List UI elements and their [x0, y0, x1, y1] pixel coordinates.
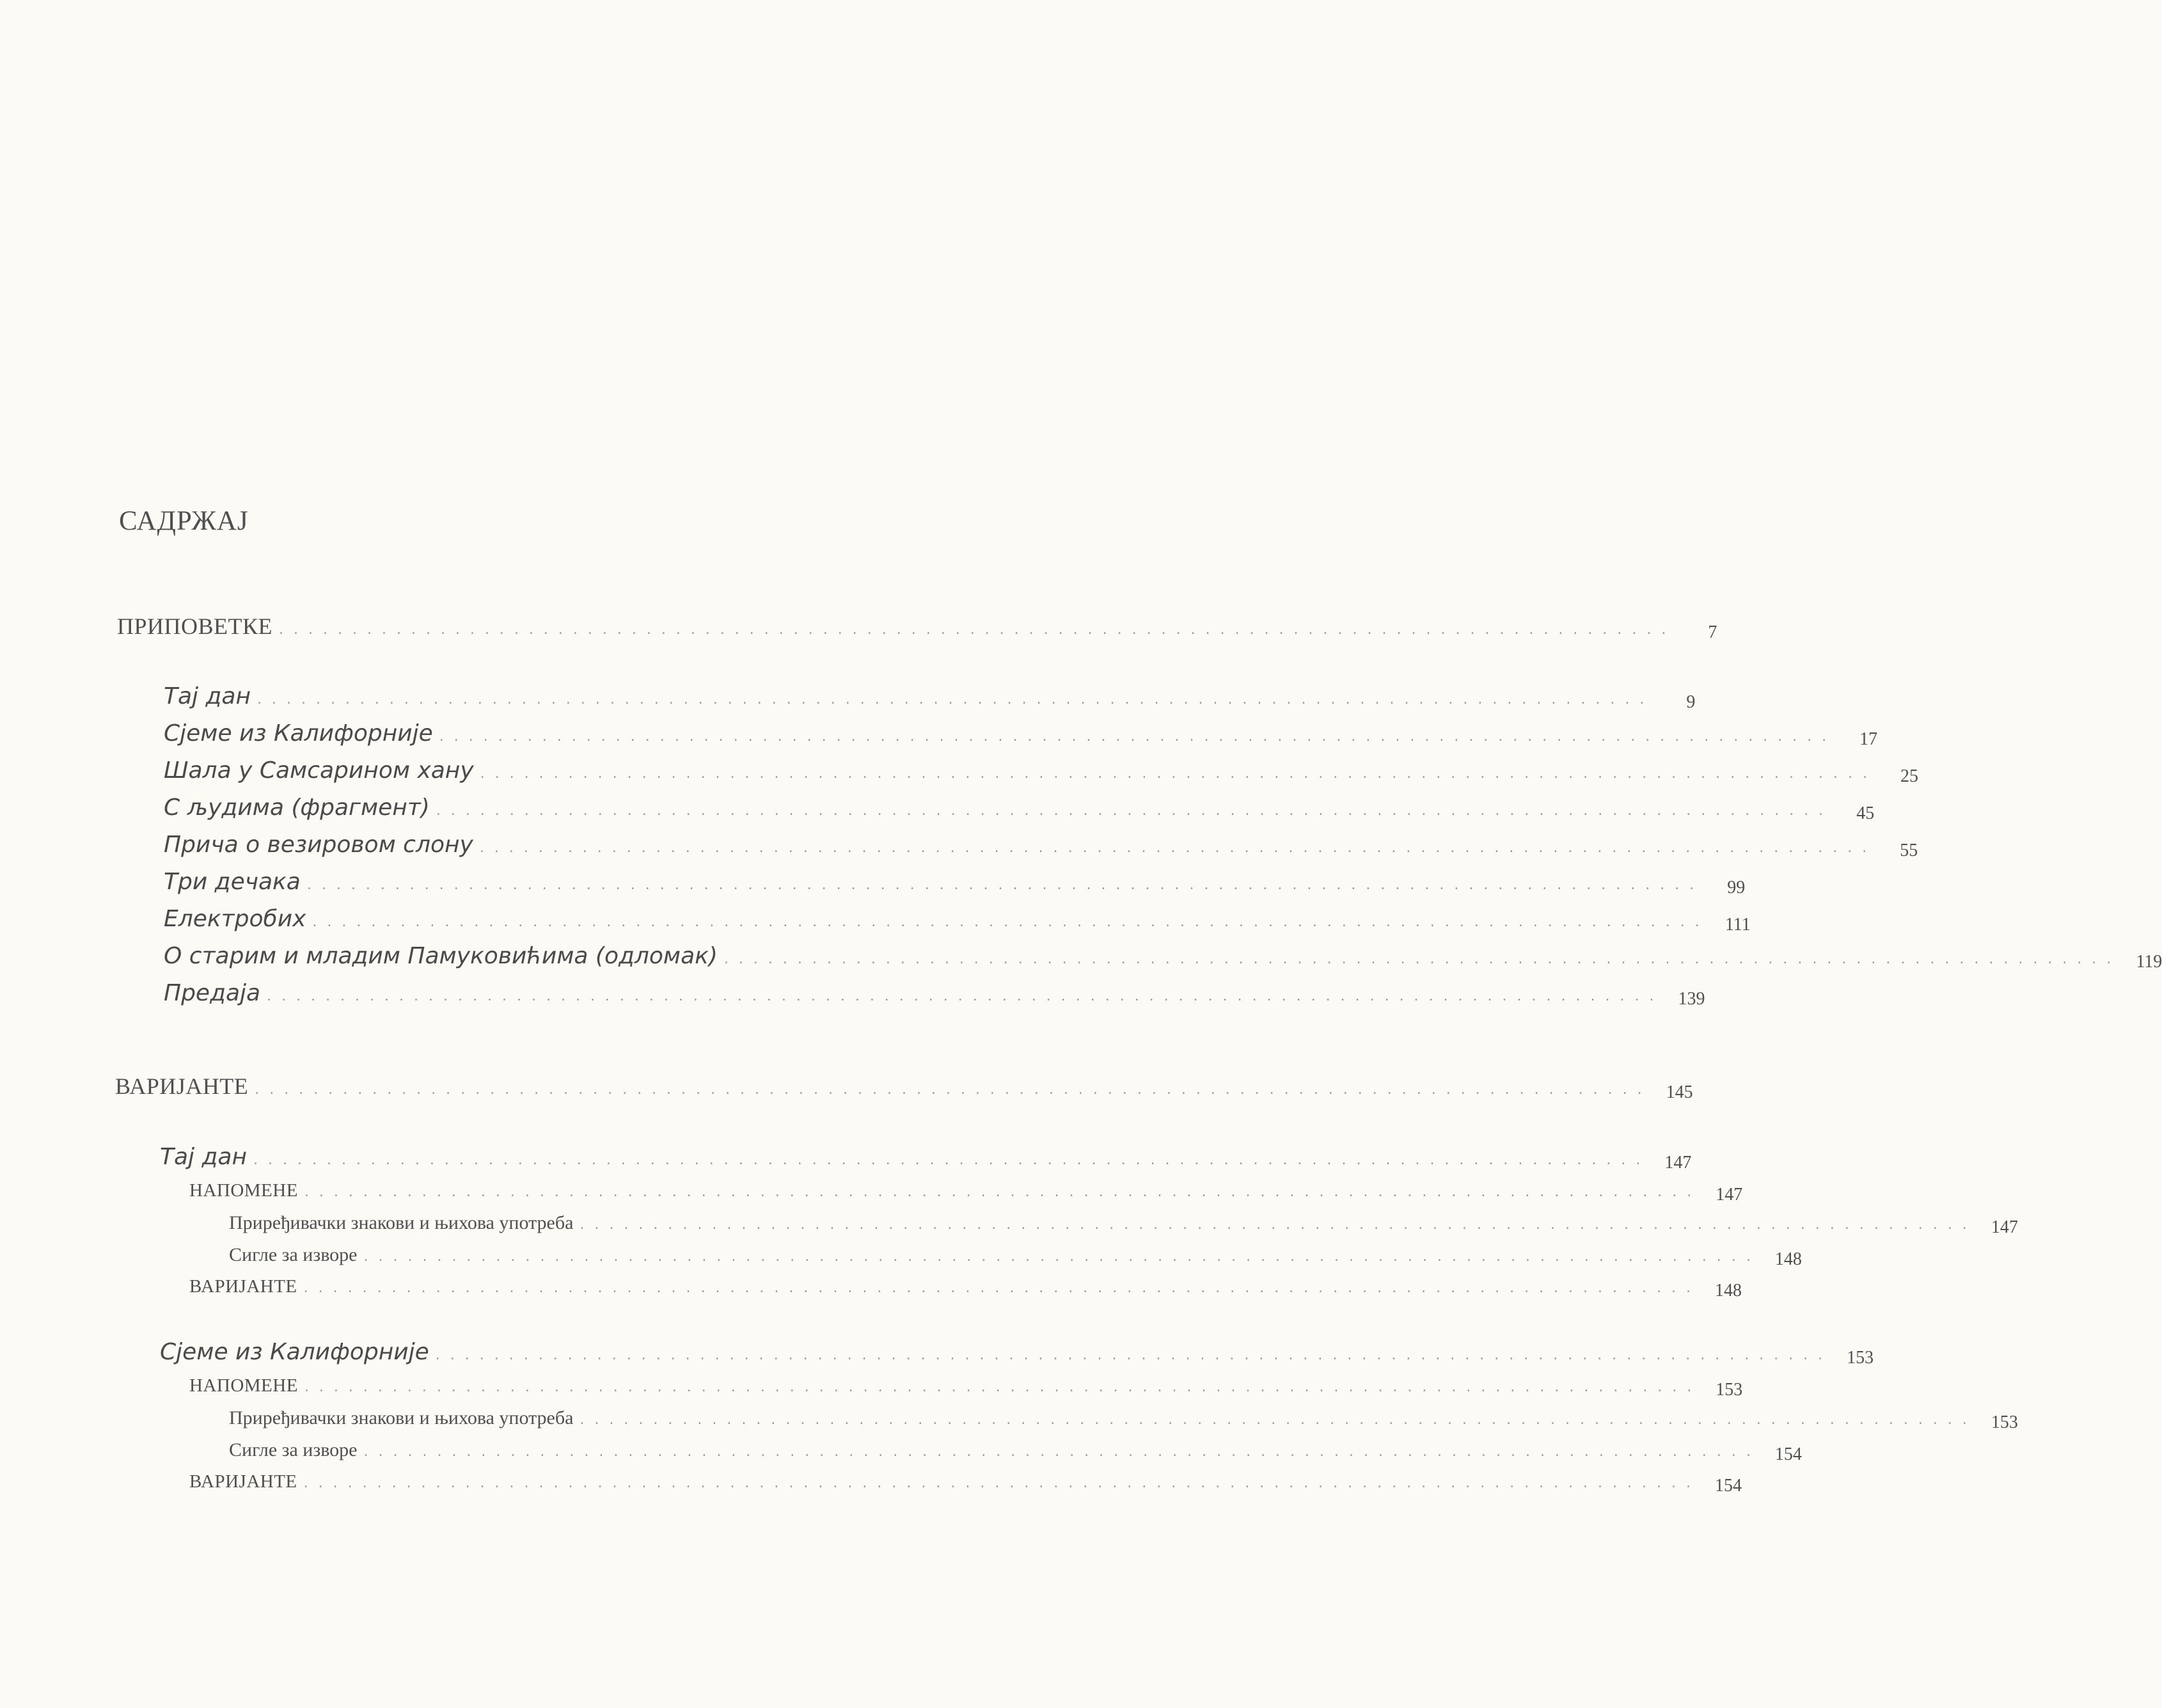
toc-entry-label: ПРИПОВЕТКЕ	[117, 613, 273, 639]
dot-leader: ...............................................................................................	[256, 692, 1655, 708]
dot-leader: ...............................................................................................	[723, 951, 2122, 967]
toc-entry-sigle[interactable]	[229, 1244, 1802, 1269]
toc-page-number: 147	[1664, 1153, 1692, 1173]
toc-entry-shala[interactable]	[164, 757, 1919, 786]
dot-leader: ...............................................................................................	[303, 1280, 1701, 1296]
toc-page-number: 148	[1774, 1249, 1802, 1269]
dot-leader: ...............................................................................................	[480, 766, 1878, 782]
toc-page-number: 111	[1724, 915, 1751, 935]
toc-page-number: 99	[1727, 878, 1746, 897]
toc-entry-napomene-2[interactable]	[189, 1375, 1743, 1400]
toc-page-number: 45	[1856, 803, 1875, 823]
toc-entry-label: Шала у Самсарином хану	[164, 757, 474, 784]
toc-entry-label: Приређивачки знакови и њихова употреба	[229, 1212, 574, 1233]
dot-leader: ...............................................................................................	[303, 1475, 1701, 1491]
toc-entry-label: Тај дан	[160, 1144, 247, 1170]
toc-entry-znakovi-2[interactable]	[229, 1407, 2018, 1432]
dot-leader: ...............................................................................................	[279, 622, 1677, 638]
dot-leader: ...............................................................................................	[436, 803, 1834, 819]
dot-leader: ...............................................................................................	[439, 729, 1837, 745]
toc-entry-label: Електробих	[164, 906, 306, 932]
toc-entry-sigle-2[interactable]	[229, 1439, 1802, 1464]
dot-leader: ...............................................................................................	[479, 840, 1877, 856]
toc-page-number: 154	[1774, 1444, 1802, 1464]
toc-entry-label: ВАРИЈАНТЕ	[189, 1471, 297, 1492]
toc-entry-label: Сигле за изворе	[229, 1244, 358, 1265]
dot-leader: ...............................................................................................	[580, 1412, 1977, 1428]
toc-page-number: 153	[1991, 1412, 2018, 1432]
toc-page-number: 148	[1715, 1281, 1742, 1301]
toc-entry-predaja[interactable]	[164, 980, 1705, 1009]
dot-leader: ...............................................................................................	[312, 914, 1710, 930]
page-title: САДРЖАЈ	[119, 506, 249, 536]
toc-entry-label: Прича о везировом слону	[164, 832, 473, 858]
dot-leader: ...............................................................................................	[304, 1379, 1702, 1395]
toc-entry-label: Тај дан	[164, 683, 251, 709]
toc-page-number: 7	[1708, 622, 1717, 642]
toc-page-number: 154	[1715, 1476, 1742, 1496]
toc-page-number: 139	[1678, 989, 1705, 1009]
toc-page-number: 25	[1900, 766, 1919, 786]
toc-entry-znakovi[interactable]	[229, 1212, 2018, 1237]
dot-leader: ...............................................................................................	[304, 1184, 1702, 1200]
toc-entry-varijante-sub-2[interactable]	[189, 1471, 1742, 1496]
toc-page-number: 17	[1859, 729, 1878, 749]
dot-leader: ...............................................................................................	[267, 988, 1664, 1004]
toc-page-number: 145	[1666, 1082, 1693, 1102]
dot-leader: ...............................................................................................	[255, 1082, 1652, 1098]
toc-entry-label: Сјеме из Калифорније	[164, 720, 433, 747]
dot-leader: ...............................................................................................	[363, 1249, 1761, 1265]
toc-page-number: 147	[1991, 1217, 2018, 1237]
toc-entry-label: С људима (фрагмент)	[164, 795, 430, 821]
dot-leader: ...............................................................................................	[580, 1217, 1977, 1233]
toc-entry-prica[interactable]	[164, 832, 1918, 860]
toc-entry-napomene[interactable]	[189, 1180, 1743, 1205]
toc-page-number: 9	[1686, 692, 1696, 712]
dot-leader: ...............................................................................................	[435, 1347, 1833, 1363]
toc-page-number: 153	[1847, 1348, 1874, 1368]
toc-page-number: 147	[1716, 1185, 1743, 1205]
toc-page-number: 119	[2136, 952, 2162, 972]
dot-leader: ...............................................................................................	[253, 1152, 1651, 1168]
toc-entry-s-ljudima[interactable]	[164, 795, 1875, 823]
toc-entry-label: ВАРИЈАНТЕ	[115, 1073, 249, 1099]
toc-entry-label: Приређивачки знакови и њихова употреба	[229, 1407, 574, 1428]
toc-entry-var-sjeme[interactable]	[160, 1339, 1874, 1368]
toc-entry-label: О старим и младим Памуковићима (одломак)	[164, 943, 718, 969]
toc-entry-taj-dan[interactable]	[164, 683, 1696, 712]
toc-section-varijante[interactable]	[115, 1073, 1693, 1102]
dot-leader: ...............................................................................................	[363, 1444, 1761, 1460]
dot-leader: ...............................................................................................	[306, 877, 1705, 893]
toc-entry-pamukovici[interactable]	[164, 943, 2162, 972]
toc-page-number: 153	[1716, 1380, 1743, 1400]
toc-entry-var-taj-dan[interactable]	[160, 1144, 1692, 1173]
toc-entry-label: НАПОМЕНЕ	[189, 1180, 298, 1201]
toc-entry-elektrobih[interactable]	[164, 906, 1751, 935]
toc-entry-varijante-sub[interactable]	[189, 1276, 1742, 1301]
toc-entry-label: Сигле за изворе	[229, 1439, 358, 1460]
toc-page-number: 55	[1900, 841, 1918, 860]
toc-entry-tri-decaka[interactable]	[164, 869, 1746, 897]
toc-entry-label: Три дечака	[164, 869, 301, 895]
toc-entry-sjeme[interactable]	[164, 720, 1878, 749]
toc-entry-label: ВАРИЈАНТЕ	[189, 1276, 297, 1297]
toc-entry-label: Сјеме из Калифорније	[160, 1339, 429, 1365]
toc-entry-label: Предаја	[164, 980, 261, 1006]
toc-entry-label: НАПОМЕНЕ	[189, 1375, 298, 1396]
toc-section-pripovetke[interactable]	[117, 613, 1717, 642]
